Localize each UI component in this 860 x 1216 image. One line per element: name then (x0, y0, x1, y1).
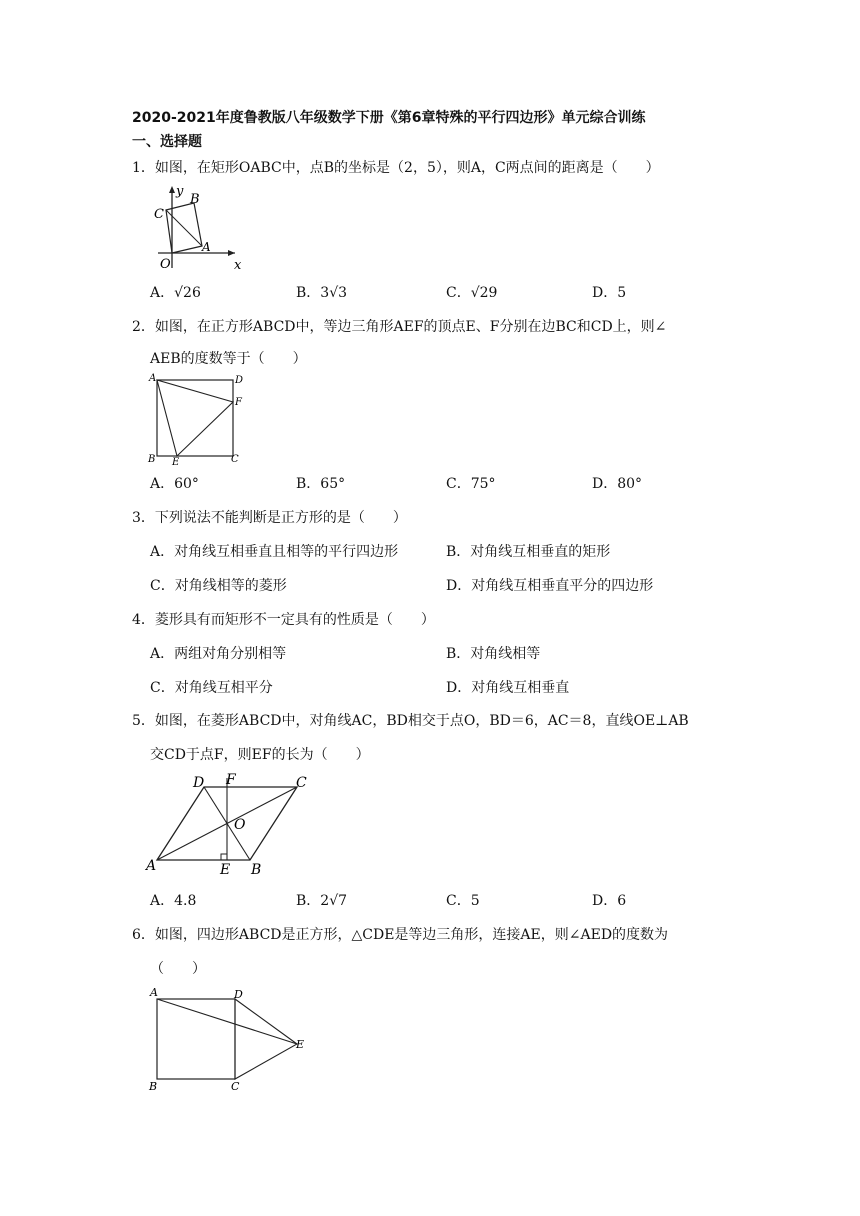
label-e: E (220, 862, 231, 878)
label-f: F (226, 772, 236, 788)
question-6-text-line2: （ ） (150, 961, 206, 977)
question-2-figure (145, 370, 250, 468)
question-4-option-a: A．两组对角分别相等 (150, 646, 287, 662)
y-axis-arrow (169, 186, 175, 193)
question-5-text-line2: 交CD于点F，则EF的长为（ ） (150, 747, 370, 763)
section-heading: 一、选择题 (132, 134, 202, 150)
question-2-option-b: B．65° (296, 476, 346, 492)
question-3-option-d: D．对角线互相垂直平分的四边形 (446, 578, 654, 594)
triangle-cde (235, 999, 297, 1079)
question-5-figure (142, 770, 317, 880)
question-2-option-c: C．75° (446, 476, 496, 492)
label-b: B (190, 192, 200, 207)
question-1-option-a: A．√26 (150, 285, 201, 301)
label-d: D (234, 988, 243, 1001)
label-b: B (251, 862, 262, 878)
question-2-text-line2: AEB的度数等于（ ） (150, 351, 307, 367)
question-4-option-b: B．对角线相等 (446, 646, 541, 662)
question-6-text-line1: 6．如图，四边形ABCD是正方形，△CDE是等边三角形，连接AE，则∠AED的度数为 (132, 927, 669, 943)
label-b: B (149, 1080, 158, 1093)
label-a: A (149, 373, 157, 384)
right-angle-mark (221, 854, 227, 860)
label-a: A (202, 240, 211, 254)
label-c: C (296, 775, 307, 791)
question-2-option-d: D．80° (592, 476, 643, 492)
question-5-option-d: D．6 (592, 893, 627, 909)
segment-ae (157, 999, 297, 1044)
question-4-text: 4．菱形具有而矩形不一定具有的性质是（ ） (132, 612, 435, 628)
label-o: O (160, 257, 171, 272)
question-5-text-line1: 5．如图，在菱形ABCD中，对角线AC，BD相交于点O，BD＝6，AC＝8，直线OE⊥AB (132, 713, 689, 729)
label-a: A (150, 986, 158, 999)
triangle-aef (157, 380, 233, 456)
question-1-option-b: B．3√3 (296, 285, 348, 301)
label-c: C (154, 207, 164, 222)
label-o: O (234, 817, 246, 833)
label-a: A (146, 858, 157, 874)
label-x: x (234, 258, 242, 273)
question-5-option-a: A．4.8 (150, 893, 197, 909)
label-e: E (172, 457, 180, 468)
question-1-option-d: D．5 (592, 285, 627, 301)
question-4-option-d: D．对角线互相垂直 (446, 680, 570, 696)
question-3-option-a: A．对角线互相垂直且相等的平行四边形 (150, 544, 399, 560)
x-axis-arrow (228, 250, 235, 256)
question-2-option-a: A．60° (150, 476, 199, 492)
label-d: D (235, 375, 244, 386)
question-6-figure (145, 984, 320, 1094)
question-5-option-c: C．5 (446, 893, 480, 909)
label-d: D (193, 775, 205, 791)
document-title: 2020-2021年度鲁教版八年级数学下册《第6章特殊的平行四边形》单元综合训练 (132, 110, 646, 126)
question-4-option-c: C．对角线互相平分 (150, 680, 273, 696)
label-b: B (148, 454, 156, 465)
question-3-option-b: B．对角线互相垂直的矩形 (446, 544, 611, 560)
label-e: E (296, 1038, 305, 1051)
question-5-option-b: B．2√7 (296, 893, 348, 909)
question-1-figure (150, 183, 245, 273)
question-1-option-c: C．√29 (446, 285, 498, 301)
question-2-text-line1: 2．如图，在正方形ABCD中，等边三角形AEF的顶点E、F分别在边BC和CD上，则∠ (132, 319, 667, 335)
question-3-text: 3．下列说法不能判断是正方形的是（ ） (132, 510, 407, 526)
question-3-option-c: C．对角线相等的菱形 (150, 578, 287, 594)
label-f: F (235, 397, 242, 408)
label-y: y (176, 184, 184, 199)
label-c: C (231, 454, 239, 465)
question-1-text: 1．如图，在矩形OABC中，点B的坐标是（2，5），则A，C两点间的距离是（ ） (132, 160, 660, 176)
label-c: C (231, 1080, 240, 1093)
